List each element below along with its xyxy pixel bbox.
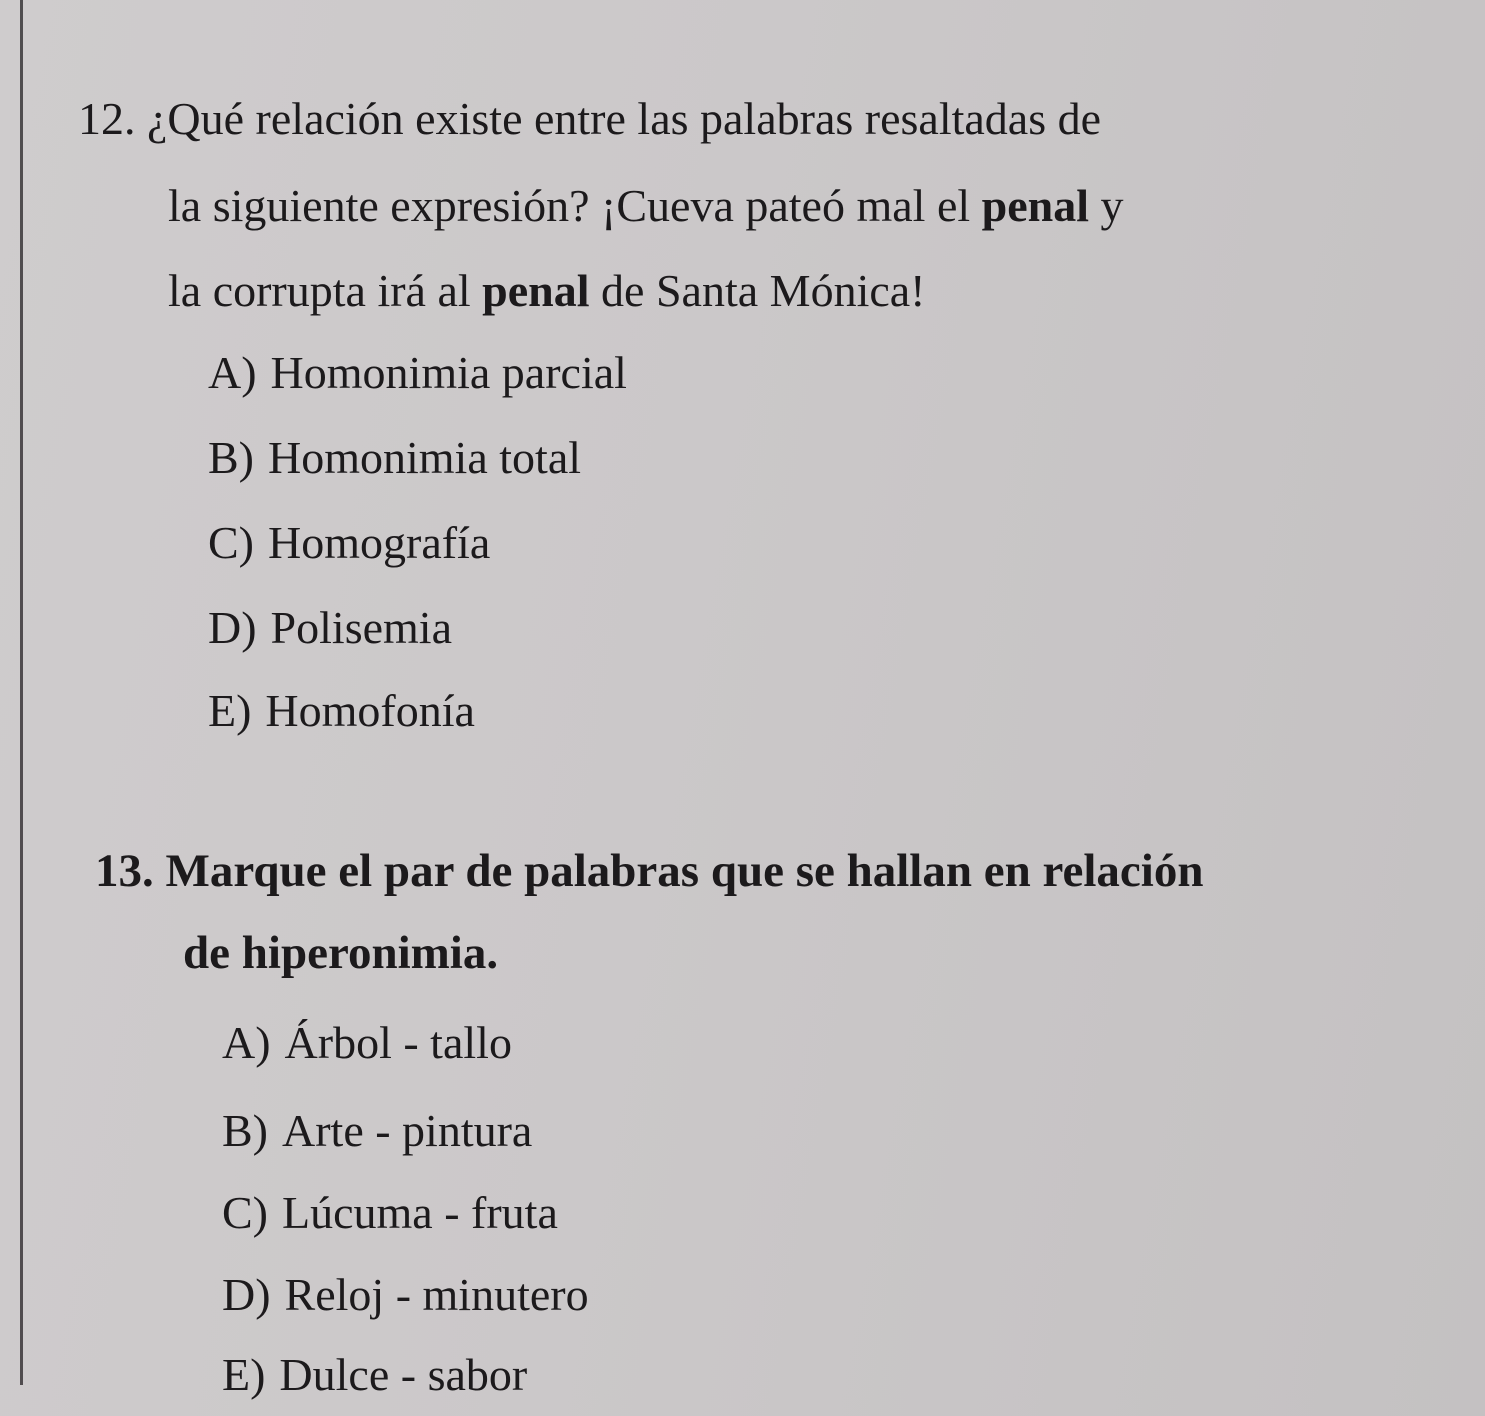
question-13-line-2 bbox=[183, 927, 499, 979]
question-13-number: 13. bbox=[95, 845, 154, 897]
option-text: Homografía bbox=[268, 517, 491, 568]
question-13-line-1 bbox=[95, 845, 1204, 897]
margin-rule bbox=[20, 0, 23, 1385]
question-12-option-c[interactable] bbox=[208, 517, 491, 568]
question-12-option-a[interactable] bbox=[208, 347, 627, 398]
question-12-line-3 bbox=[168, 265, 926, 316]
option-letter: D) bbox=[222, 1269, 271, 1320]
option-letter: C) bbox=[222, 1187, 268, 1238]
question-12-text-2b: y bbox=[1089, 180, 1124, 231]
option-letter: B) bbox=[208, 432, 254, 483]
question-12-option-e[interactable] bbox=[208, 685, 475, 736]
question-12-text-1: ¿Qué relación existe entre las palabras resaltadas de bbox=[147, 93, 1102, 144]
option-text: Árbol - tallo bbox=[284, 1017, 512, 1068]
question-13-option-a[interactable] bbox=[222, 1017, 512, 1068]
option-letter: C) bbox=[208, 517, 254, 568]
option-letter: E) bbox=[222, 1349, 266, 1400]
option-text: Reloj - minutero bbox=[284, 1269, 589, 1320]
question-12-line-2 bbox=[168, 180, 1124, 231]
option-text: Lúcuma - fruta bbox=[282, 1187, 558, 1238]
question-13-option-b[interactable] bbox=[222, 1105, 533, 1156]
option-text: Homonimia total bbox=[268, 432, 582, 483]
question-12-option-d[interactable] bbox=[208, 602, 452, 653]
question-13-text-2: de hiperonimia. bbox=[183, 927, 499, 979]
option-text: Homofonía bbox=[265, 685, 475, 736]
highlighted-word-penal-2: penal bbox=[482, 265, 590, 316]
question-13-option-e[interactable] bbox=[222, 1349, 528, 1400]
option-letter: D) bbox=[208, 602, 257, 653]
question-12-line-1 bbox=[78, 93, 1102, 144]
question-12-number: 12. bbox=[78, 93, 136, 144]
option-text: Homonimia parcial bbox=[270, 347, 627, 398]
option-letter: A) bbox=[222, 1017, 271, 1068]
question-13-text-1: Marque el par de palabras que se hallan en relación bbox=[165, 845, 1204, 897]
question-13-option-c[interactable] bbox=[222, 1187, 558, 1238]
question-12-text-2a: la siguiente expresión? ¡Cueva pateó mal el bbox=[168, 180, 982, 231]
highlighted-word-penal-1: penal bbox=[981, 180, 1090, 231]
question-12-text-3b: de Santa Mónica! bbox=[589, 265, 926, 316]
question-13-option-d[interactable] bbox=[222, 1269, 589, 1320]
option-text: Dulce - sabor bbox=[279, 1349, 528, 1400]
option-letter: B) bbox=[222, 1105, 268, 1156]
option-letter: E) bbox=[208, 685, 252, 736]
option-letter: A) bbox=[208, 347, 257, 398]
question-12-option-b[interactable] bbox=[208, 432, 582, 483]
question-12-text-3a: la corrupta irá al bbox=[168, 265, 483, 316]
option-text: Polisemia bbox=[270, 602, 452, 653]
option-text: Arte - pintura bbox=[282, 1105, 533, 1156]
